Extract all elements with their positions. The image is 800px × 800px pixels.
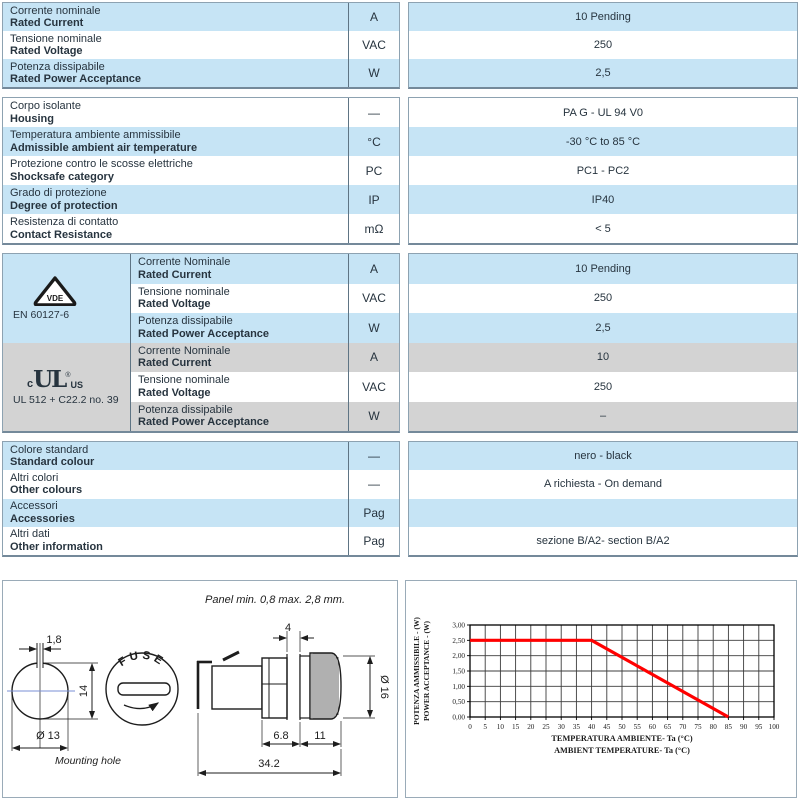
table-row <box>131 402 399 432</box>
row-label <box>3 185 348 214</box>
table-row <box>409 527 797 555</box>
table-row <box>409 470 797 498</box>
label-english: Rated Voltage <box>138 386 211 399</box>
label-english: Standard colour <box>10 456 95 469</box>
label-italian: Accessori <box>10 500 58 513</box>
physical-label-table <box>2 97 400 245</box>
row-label <box>3 442 348 470</box>
svg-text:2,00: 2,00 <box>452 652 465 661</box>
vde-rows <box>131 254 399 343</box>
fuse-cap-text-path: FUSE <box>116 649 168 670</box>
svg-text:95: 95 <box>755 723 763 731</box>
table-row <box>3 156 399 185</box>
svg-text:70: 70 <box>679 723 687 731</box>
label-english: Degree of protection <box>10 199 118 212</box>
table-row <box>409 372 797 402</box>
ratings-value-table <box>408 2 798 89</box>
vde-standard: EN 60127-6 <box>13 308 70 321</box>
table-row <box>3 185 399 214</box>
unit-cell: A <box>348 254 399 284</box>
unit-cell: VAC <box>348 372 399 402</box>
svg-text:50: 50 <box>618 723 626 731</box>
label-italian: Corrente nominale <box>10 4 101 17</box>
table-row <box>409 156 797 185</box>
label-italian: Corpo isolante <box>10 100 81 112</box>
svg-text:35: 35 <box>572 723 580 731</box>
value-cell: – <box>599 410 607 423</box>
unit-cell: W <box>348 59 399 87</box>
derating-chart-panel <box>405 580 797 798</box>
table-row <box>3 3 399 31</box>
row-label <box>3 127 348 156</box>
dim-panel-thickness: 4 <box>284 622 292 634</box>
value-cell: PA G - UL 94 V0 <box>562 106 644 119</box>
label-english: Other information <box>10 540 103 553</box>
label-italian: Altri colori <box>10 471 59 484</box>
svg-text:30: 30 <box>557 723 565 731</box>
svg-text:65: 65 <box>664 723 672 731</box>
row-label <box>3 214 348 243</box>
dim-hole-height: 14 <box>78 684 90 698</box>
table-row <box>3 499 399 527</box>
label-english: Rated Power Acceptance <box>10 73 142 85</box>
label-english: Housing <box>10 112 54 125</box>
unit-cell: — <box>348 442 399 470</box>
svg-text:25: 25 <box>542 723 550 731</box>
label-italian: Protezione contro le scosse elettriche <box>10 158 193 170</box>
svg-text:3,00: 3,00 <box>452 621 465 630</box>
ul-logo-c: c <box>27 377 34 390</box>
table-row <box>3 31 399 59</box>
table-row <box>409 185 797 214</box>
svg-text:60: 60 <box>648 723 656 731</box>
table-row <box>131 284 399 314</box>
table-row <box>409 59 797 87</box>
row-label <box>131 284 348 314</box>
physical-specs-section <box>2 97 798 245</box>
ul-approval-group <box>3 343 399 432</box>
label-italian: Tensione nominale <box>138 285 230 298</box>
label-english: Rated Voltage <box>10 45 83 57</box>
label-italian: Potenza dissipabile <box>138 403 233 416</box>
svg-text:75: 75 <box>694 723 702 731</box>
ul-rows <box>131 343 399 432</box>
unit-cell: Pag <box>348 499 399 527</box>
approvals-value-table <box>408 253 798 433</box>
unit-cell: IP <box>348 185 399 214</box>
approvals-section <box>2 253 798 433</box>
ul-logo-registered: ® <box>65 371 71 379</box>
value-cell: < 5 <box>595 222 611 235</box>
dim-total-length: 34.2 <box>258 758 280 770</box>
label-italian: Altri dati <box>10 528 50 541</box>
table-row <box>3 59 399 87</box>
svg-text:0,00: 0,00 <box>452 713 465 722</box>
value-cell: 2,5 <box>595 67 611 79</box>
table-row <box>3 214 399 243</box>
value-cell: 10 Pending <box>575 11 631 23</box>
table-row <box>409 3 797 31</box>
label-italian: Resistenza di contatto <box>10 216 119 228</box>
table-row <box>409 499 797 527</box>
label-italian: Grado di protezione <box>10 187 107 199</box>
vde-logo-cell <box>3 254 131 343</box>
table-row <box>409 98 797 127</box>
dim-cap-diameter: Ø 16 <box>378 675 390 699</box>
physical-value-table <box>408 97 798 245</box>
row-label <box>3 156 348 185</box>
unit-cell: VAC <box>348 31 399 59</box>
vde-logo-text: VDE <box>46 293 64 303</box>
row-label <box>3 499 348 527</box>
table-row <box>409 343 797 373</box>
row-label <box>131 343 348 373</box>
svg-text:POWER ACCEPTANCE - (W): POWER ACCEPTANCE - (W) <box>422 620 431 722</box>
row-label <box>131 372 348 402</box>
rotate-arrow <box>124 703 158 709</box>
label-english: Rated Current <box>138 357 212 370</box>
unit-cell: VAC <box>348 284 399 314</box>
label-english: Rated Power Acceptance <box>138 327 270 340</box>
mounting-hole-label: Mounting hole <box>55 755 121 767</box>
value-cell: 250 <box>593 39 613 51</box>
svg-text:1,50: 1,50 <box>452 667 465 676</box>
value-cell: 10 <box>596 351 610 364</box>
table-row <box>3 527 399 555</box>
unit-cell: Pag <box>348 527 399 555</box>
unit-cell: — <box>348 470 399 498</box>
vde-triangle-logo <box>33 276 77 306</box>
label-english: Contact Resistance <box>10 228 113 241</box>
table-row <box>131 372 399 402</box>
unit-cell: W <box>348 313 399 343</box>
table-row <box>409 214 797 243</box>
value-cell: -30 °C to 85 °C <box>565 135 641 148</box>
label-english: Admissible ambient air temperature <box>10 141 198 154</box>
label-english: Rated Voltage <box>138 298 211 311</box>
value-cell: 250 <box>593 292 613 305</box>
unit-cell: A <box>348 343 399 373</box>
table-row <box>409 31 797 59</box>
svg-text:85: 85 <box>724 723 732 731</box>
panel-thickness-note: Panel min. 0,8 max. 2,8 mm. <box>205 594 345 606</box>
value-cell <box>409 499 797 527</box>
value-cell: nero - black <box>574 450 632 463</box>
value-cell: 250 <box>593 380 613 393</box>
svg-text:2,50: 2,50 <box>452 636 465 645</box>
label-english: Rated Power Acceptance <box>138 416 270 429</box>
approvals-label-table <box>2 253 400 433</box>
ul-logo-ul: UL <box>33 365 66 393</box>
row-label <box>3 98 348 127</box>
table-row <box>131 254 399 284</box>
label-italian: Temperatura ambiente ammissibile <box>10 129 181 141</box>
svg-text:55: 55 <box>633 723 641 731</box>
table-row <box>409 402 797 432</box>
svg-text:40: 40 <box>588 723 596 731</box>
fuse-holder-drawing <box>3 581 397 797</box>
label-italian: Tensione nominale <box>10 32 102 45</box>
unit-cell: A <box>348 3 399 31</box>
value-cell: PC1 - PC2 <box>576 164 630 177</box>
svg-text:1,00: 1,00 <box>452 682 465 691</box>
technical-drawing-panel <box>2 580 398 798</box>
label-english: Accessories <box>10 512 75 525</box>
svg-text:AMBIENT TEMPERATURE- Ta (°C): AMBIENT TEMPERATURE- Ta (°C) <box>554 746 690 755</box>
svg-text:POTENZA AMMISSIBILE - (W): POTENZA AMMISSIBILE - (W) <box>412 617 421 725</box>
ratings-section <box>2 2 798 89</box>
value-cell: IP40 <box>591 193 615 206</box>
label-italian: Corrente Nominale <box>138 344 231 357</box>
label-italian: Potenza dissipabile <box>10 60 105 73</box>
label-english: Rated Current <box>138 268 212 281</box>
unit-cell: — <box>348 98 399 127</box>
svg-text:15: 15 <box>512 723 520 731</box>
svg-text:0: 0 <box>468 723 472 731</box>
table-row <box>409 254 797 284</box>
ratings-label-table <box>2 2 400 89</box>
svg-text:90: 90 <box>740 723 748 731</box>
dim-hole-diameter: Ø 13 <box>36 730 60 742</box>
svg-text:100: 100 <box>768 723 780 731</box>
svg-text:10: 10 <box>496 723 504 731</box>
label-english: Rated Current <box>10 17 84 29</box>
row-label <box>3 31 348 59</box>
svg-text:80: 80 <box>709 723 717 731</box>
vde-approval-group <box>3 254 399 343</box>
table-row <box>3 127 399 156</box>
table-row <box>3 442 399 470</box>
derating-chart <box>406 581 796 797</box>
table-row <box>3 98 399 127</box>
info-label-table <box>2 441 400 557</box>
row-label <box>3 527 348 555</box>
row-label <box>131 313 348 343</box>
row-label <box>3 59 348 87</box>
table-row <box>131 313 399 343</box>
table-row <box>409 313 797 343</box>
row-label <box>3 470 348 498</box>
info-value-table <box>408 441 798 557</box>
dim-keyway-width: 1,8 <box>46 634 62 646</box>
svg-text:0,50: 0,50 <box>452 698 465 707</box>
dim-cap-depth: 11 <box>314 730 326 742</box>
unit-cell: mΩ <box>348 214 399 243</box>
unit-cell: °C <box>348 127 399 156</box>
svg-text:5: 5 <box>483 723 487 731</box>
ul-logo-us: US <box>70 379 84 390</box>
ul-cul-us-logo <box>27 365 130 393</box>
table-row <box>409 442 797 470</box>
table-row <box>3 470 399 498</box>
value-cell: A richiesta - On demand <box>543 478 662 491</box>
svg-text:TEMPERATURA AMBIENTE- Ta (°C): TEMPERATURA AMBIENTE- Ta (°C) <box>551 734 693 743</box>
info-section <box>2 441 798 557</box>
svg-text:45: 45 <box>603 723 611 731</box>
label-english: Shocksafe category <box>10 170 114 183</box>
value-cell: 2,5 <box>595 321 611 334</box>
dim-body-depth: 6.8 <box>273 730 289 742</box>
label-english: Other colours <box>10 484 83 497</box>
row-label <box>3 3 348 31</box>
value-cell: sezione B/A2- section B/A2 <box>536 534 670 547</box>
ul-logo-cell <box>3 343 131 432</box>
label-italian: Colore standard <box>10 443 89 456</box>
label-italian: Potenza dissipabile <box>138 315 233 328</box>
table-row <box>409 127 797 156</box>
unit-cell: PC <box>348 156 399 185</box>
row-label <box>131 254 348 284</box>
value-cell: 10 Pending <box>575 262 631 275</box>
unit-cell: W <box>348 402 399 432</box>
table-row <box>131 343 399 373</box>
ul-standard: UL 512 + C22.2 no. 39 <box>13 393 119 406</box>
svg-text:20: 20 <box>527 723 535 731</box>
row-label <box>131 402 348 432</box>
label-italian: Corrente Nominale <box>138 256 231 269</box>
table-row <box>409 284 797 314</box>
label-italian: Tensione nominale <box>138 374 230 387</box>
